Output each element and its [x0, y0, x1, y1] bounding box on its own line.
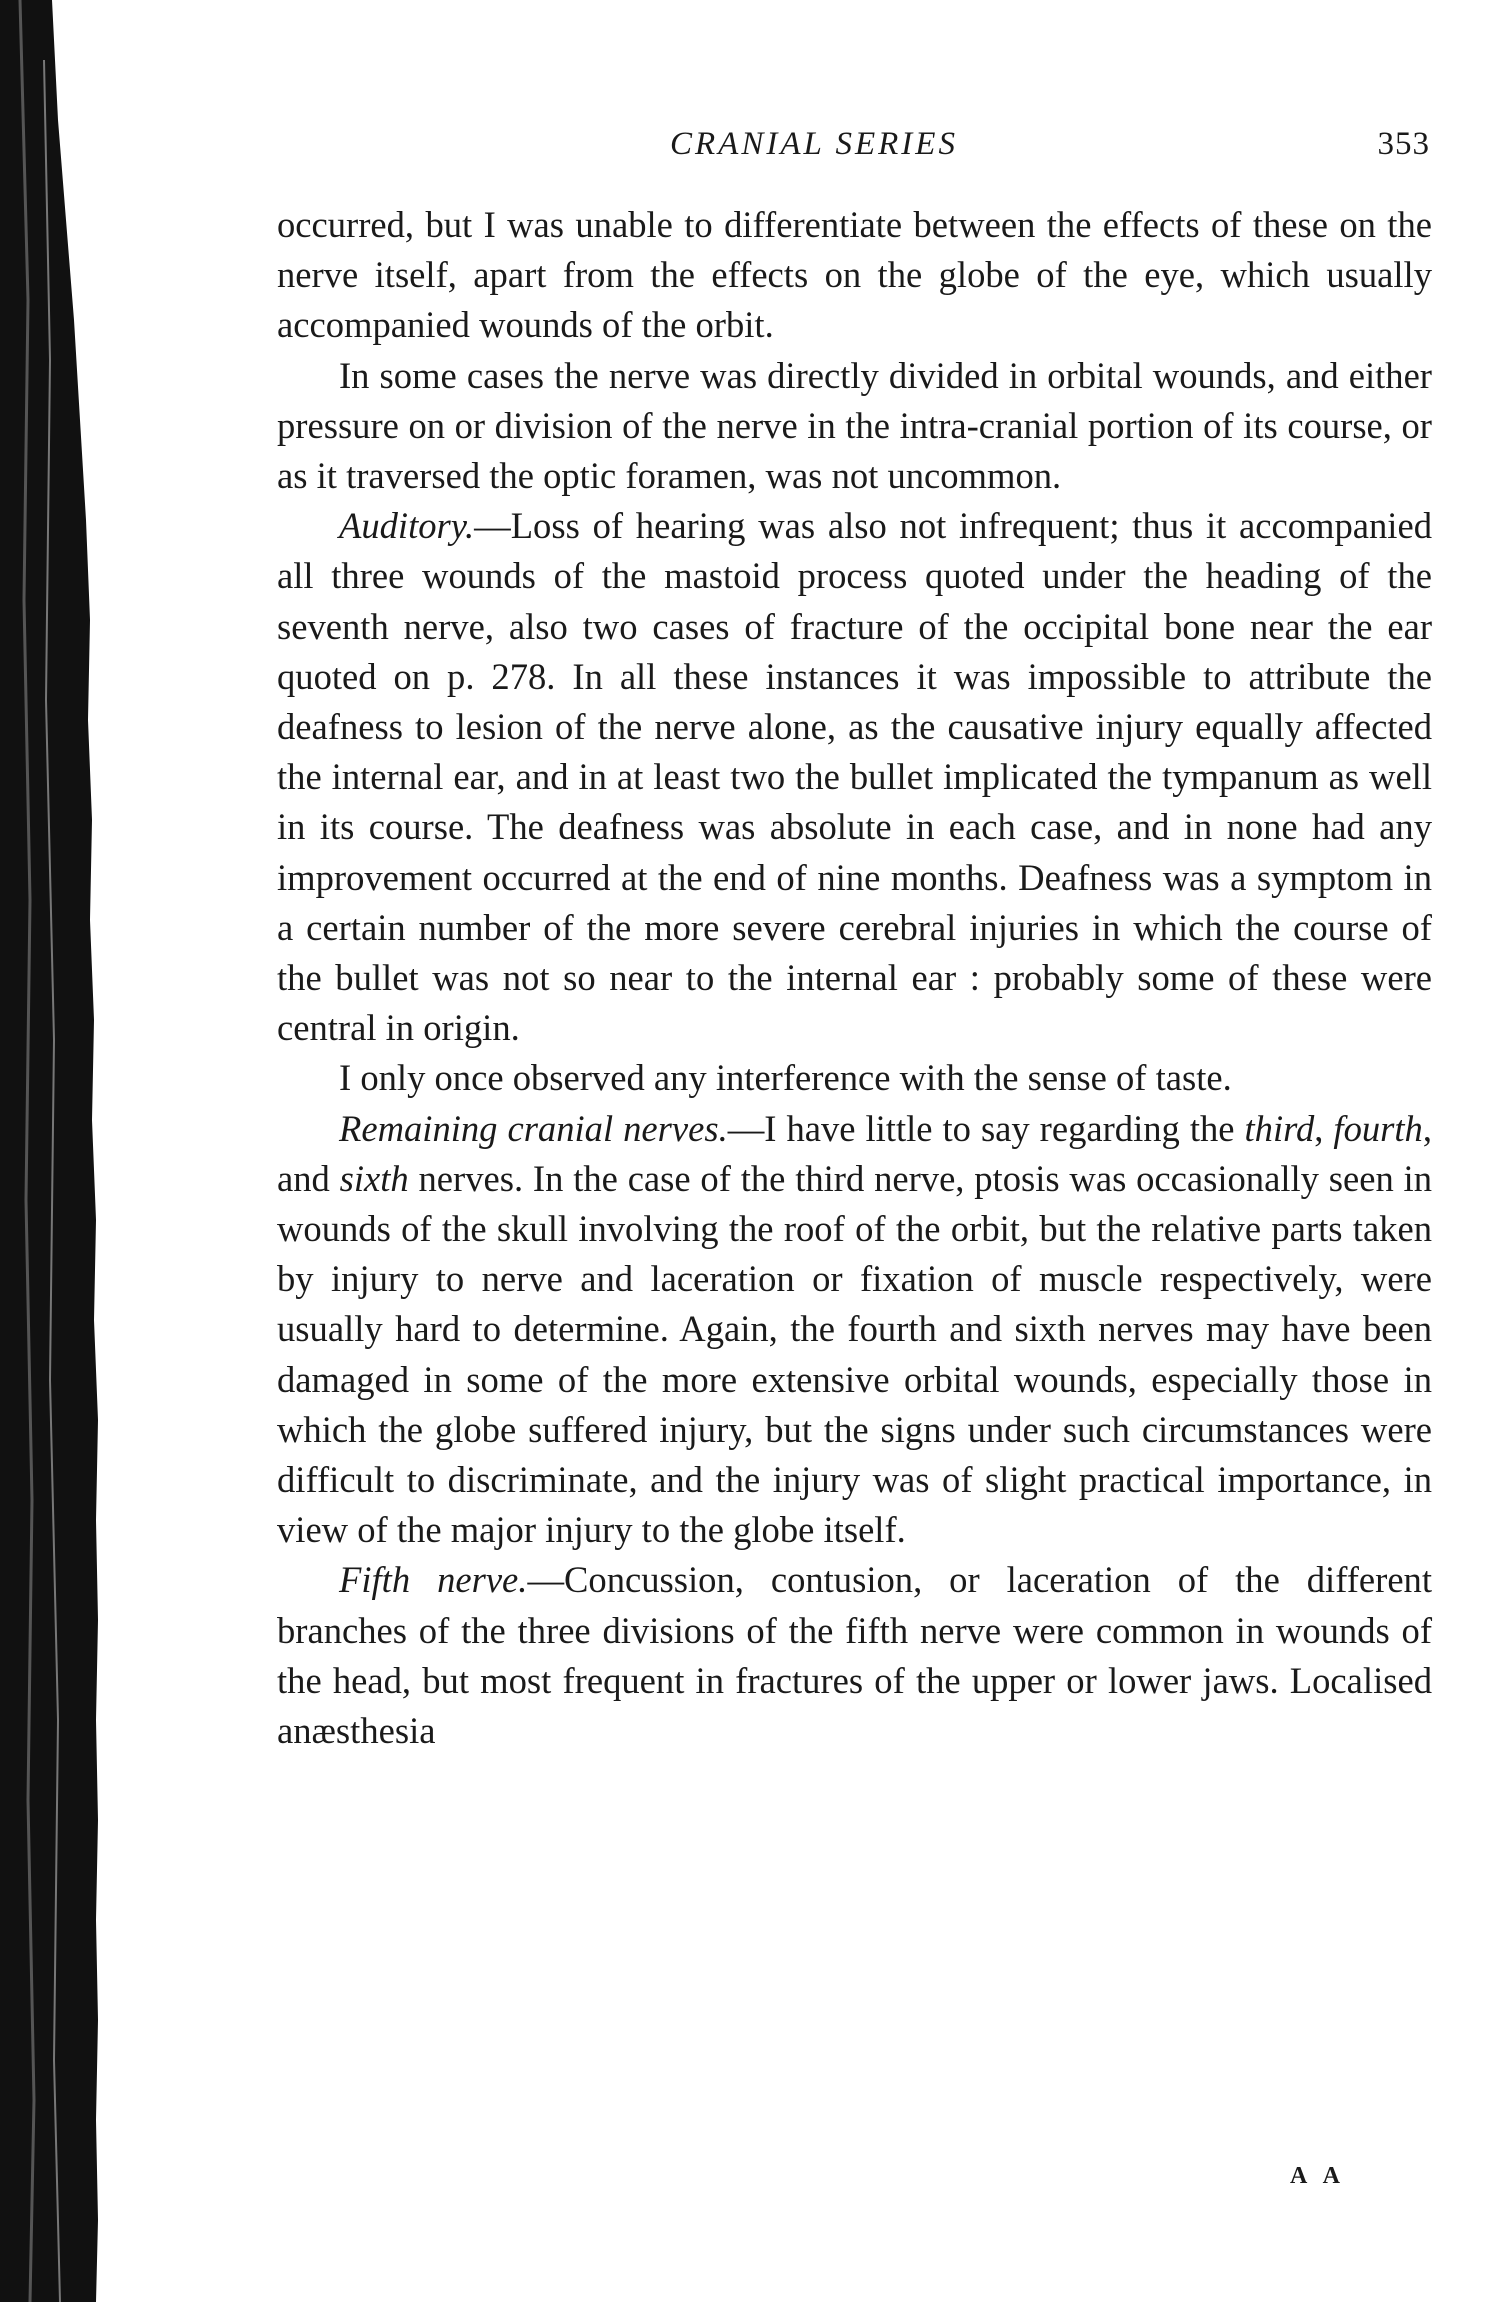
- paragraph-fifth-nerve: [277, 1555, 1432, 1756]
- page-header: [280, 118, 1430, 178]
- fifth-nerve-heading: Fifth nerve.: [339, 1559, 528, 1601]
- signature-mark: A A: [1290, 2163, 1347, 2189]
- remaining-nerves-comma: ,: [1314, 1107, 1334, 1149]
- third-nerve-term: third: [1244, 1107, 1315, 1149]
- page-number: 353: [1377, 126, 1430, 162]
- sixth-nerve-term: sixth: [339, 1157, 409, 1199]
- paragraph-taste: I only once observed any interference with the sense of taste.: [339, 1057, 1232, 1099]
- paragraph-remaining-nerves: [277, 1104, 1432, 1556]
- running-head: CRANIAL SERIES: [670, 126, 958, 162]
- auditory-text: —Loss of hearing was also not infrequent; thus it accompanied all three wounds of the mastoid process quoted under the heading of the seventh nerve, also two cases of fracture of the occipital bone near the ear quoted on p. 278. In all these instances it was impossible to attribute the deafness to lesion of the nerve alone, as the causative injury equally affected the internal ear, and in at least two the bullet implicated the tympanum as well in its course. The deafness was absolute in each case, and in none had any improvement occurred at the end of nine months. Deafness was a symptom in a certain number of the more severe cerebral injuries in which the course of the bullet was not so near to the internal ear : probably some of these were central in origin.: [277, 505, 1432, 1049]
- remaining-nerves-heading: Remaining cranial nerves.: [339, 1107, 728, 1149]
- fifth-nerve-text: —Concussion, contusion, or laceration of the different branches of the three divisions of the fifth nerve were common in wounds of the head, but most frequent in fractures of the upper or lower jaws. Localised anæsthesia: [277, 1559, 1433, 1752]
- remaining-nerves-text-a: —I have little to say regarding the: [727, 1107, 1245, 1149]
- paragraph-orbital-wounds: In some cases the nerve was directly divided in orbital wounds, and either pressure on or division of the nerve in the intra-cranial portion of its course, or as it traversed the optic foramen, was not uncommon.: [277, 354, 1432, 497]
- fourth-nerve-term: fourth: [1333, 1107, 1423, 1149]
- body-text: [277, 200, 1432, 1756]
- paragraph-continuation: occurred, but I was unable to differentiate between the effects of these on the nerve itself, apart from the effects on the globe of the eye, which usually accompanied wounds of the orbit.: [277, 204, 1432, 346]
- remaining-nerves-text-b: nerves. In the case of the third nerve, ptosis was occasionally seen in wounds of the skull involving the roof of the orbit, but the relative parts taken by injury to nerve and laceration or fixation of muscle respectively, were usually hard to determine. Again, the fourth and sixth nerves may have been damaged in some of the more extensive orbital wounds, especially those in which the globe suffered injury, but the signs under such circumstances were difficult to discriminate, and the injury was of slight practical importance, in view of the major injury to the globe itself.: [277, 1157, 1432, 1551]
- binding-edge: [0, 0, 100, 2302]
- paragraph-auditory: [277, 501, 1432, 1053]
- remaining-nerves-and: , and: [277, 1107, 1432, 1199]
- auditory-heading: Auditory.: [339, 505, 475, 547]
